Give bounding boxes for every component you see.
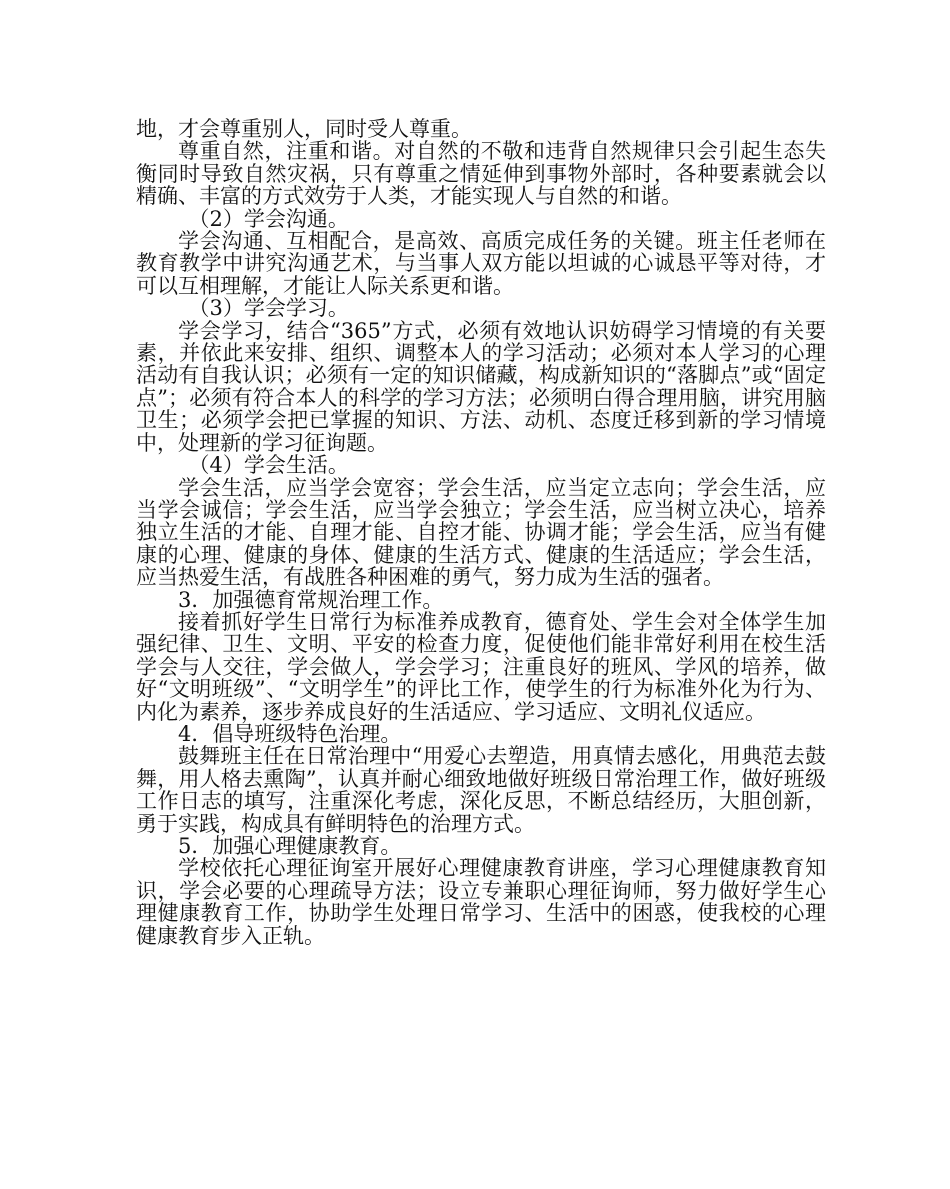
document-page [136,118,826,947]
subheading-learn-study: （3）学会学习。 [188,296,349,321]
paragraph-moral-education: 接着抓好学生日常行为标准养成教育，德育处、学生会对全体学生加强纪律、卫生、文明、平安的检查力度，促使他们能非常好利用在校生活学会与人交往，学会做人，学会学习；注重良好的班风、学风的培养，做好“文明班级”、“文明学生”的评比工作，使学生的行为标准外化为行为、内化为素养，逐步养成良好的生活适应、学习适应、文明礼仪适应。 [136,609,826,724]
subheading-learn-communication: （2）学会沟通。 [188,206,349,231]
heading-moral-education: 3．加强德育常规治理工作。 [178,587,444,612]
paragraph-communication: 学会沟通、互相配合，是高效、高质完成任务的关键。班主任老师在教育教学中讲究沟通艺术，与当事人双方能以坦诚的心诚恳平等对待，才可以互相理解，才能让人际关系更和谐。 [136,229,826,298]
heading-mental-health: 5．加强心理健康教育。 [178,834,402,858]
subheading-learn-life: （4）学会生活。 [188,453,349,478]
paragraph-class-management: 鼓舞班主任在日常治理中“用爱心去塑造，用真情去感化，用典范去鼓舞，用人格去熏陶”，认真并耐心细致地做好班级日常治理工作，做好班级工作日志的填写，注重深化考虑，深化反思，不断总结经历，大胆创新，勇于实践，构成具有鲜明特色的治理方式。 [136,744,826,836]
paragraph-respect-nature: 尊重自然，注重和谐。对自然的不敬和违背自然规律只会引起生态失衡同时导致自然灾祸，只有尊重之情延伸到事物外部时，各种要素就会以精确、丰富的方式效劳于人类，才能实现人与自然的和谐。 [136,139,826,209]
paragraph-study: 学会学习，结合“365”方式，必须有效地认识妨碍学习情境的有关要素，并依此来安排、组织、调整本人的学习活动；必须对本人学习的心理活动有自我认识；必须有一定的知识储藏，构成新知识的“落脚点”或“固定点”；必须有符合本人的科学的学习方法；必须明白得合理用脑，讲究用脑卫生；必须学会把已掌握的知识、方法、动机、态度迁移到新的学习情境中，处理新的学习征询题。 [136,318,826,455]
heading-class-management: 4．倡导班级特色治理。 [178,721,402,746]
paragraph-continuation: 地，才会尊重别人，同时受人尊重。 [136,117,472,141]
paragraph-life: 学会生活，应当学会宽容；学会生活，应当定立志向；学会生活，应当学会诚信；学会生活，应当学会独立；学会生活，应当树立决心，培养独立生活的才能、自理才能、自控才能、协调才能；学会生活，应当有健康的心理、健康的身体、健康的生活方式、健康的生活适应；学会生活，应当热爱生活，有战胜各种困难的勇气，努力成为生活的强者。 [136,475,826,590]
paragraph-mental-health: 学校依托心理征询室开展好心理健康教育讲座，学习心理健康教育知识，学会必要的心理疏导方法；设立专兼职心理征询师，努力做好学生心理健康教育工作，协助学生处理日常学习、生活中的困惑，使我校的心理健康教育步入正轨。 [136,856,826,948]
